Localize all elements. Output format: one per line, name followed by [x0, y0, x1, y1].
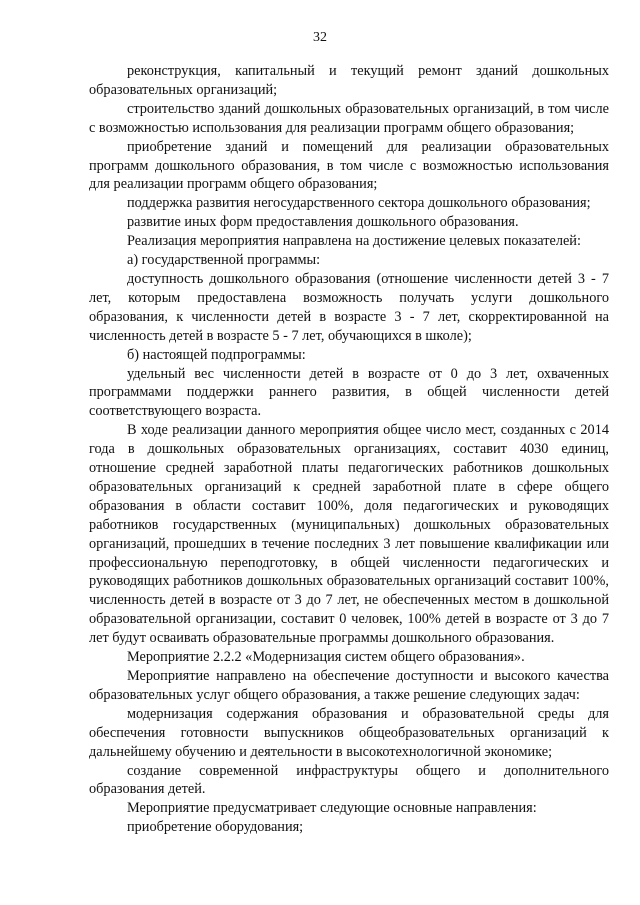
paragraph: Мероприятие предусматривает следующие основные направления: — [127, 800, 537, 817]
paragraph: В ходе реализации данного мероприятия общее число мест, созданных с 2014 года в дошкольных образовательных организациях, составит 4030 единиц, отношение средней заработной платы педагогических работников дошкольных образовательных организаций к средней заработной плате в сфере общего образования в области составит 100%, доля педагогических и руководящих работников государственных (муниципальных) дошкольных образовательных организаций, прошедших в течение последних 3 лет повышение квалификации или профессиональную переподготовку, в общей численности педагогических и руководящих работников дошкольных образовательных организаций составит 100%, численность детей в возрасте от 3 до 7 лет, не обеспеченных местом в дошкольной образовательной организации, составит 0 человек, 100% детей в возрасте от 3 до 7 лет будут осваивать образовательные программы дошкольного образования. — [89, 422, 609, 647]
paragraph: Мероприятие 2.2.2 «Модернизация систем общего образования». — [127, 649, 525, 666]
paragraph: реконструкция, капитальный и текущий ремонт зданий дошкольных образовательных организаций; — [89, 63, 609, 98]
paragraph: б) настоящей подпрограммы: — [127, 346, 306, 363]
paragraph: удельный вес численности детей в возрасте от 0 до 3 лет, охваченных программами поддержки раннего развития, в общей численности детей соответствующего возраста. — [89, 365, 609, 420]
paragraph: строительство зданий дошкольных образовательных организаций, в том числе с возможностью использования для реализации программ общего образования; — [89, 100, 609, 136]
paragraph: приобретение зданий и помещений для реализации образовательных программ дошкольного образования, в том числе с возможностью использования для реализации программ общего образования; — [89, 138, 609, 193]
document-body — [89, 62, 609, 837]
paragraph: развитие иных форм предоставления дошкольного образования. — [127, 214, 519, 231]
paragraph: модернизация содержания образования и образовательной среды для обеспечения готовности выпускников общеобразовательных организаций к дальнейшему обучению и деятельности в высокотехнологичной экономике; — [89, 705, 609, 760]
paragraph: а) государственной программы: — [127, 252, 321, 269]
paragraph: Мероприятие направлено на обеспечение доступности и высокого качества образовательных услуг общего образования, а также решение следующих задач: — [89, 668, 609, 703]
page-number: 32 — [313, 30, 327, 45]
paragraph: поддержка развития негосударственного сектора дошкольного образования; — [127, 195, 591, 212]
paragraph: создание современной инфраструктуры общего и дополнительного образования детей. — [89, 762, 609, 798]
paragraph: доступность дошкольного образования (отношение численности детей 3 - 7 лет, которым предоставлена возможность получать услуги дошкольного образования, к численности детей в возрасте 3 - 7 лет, скорректированной на численность детей в возрасте 5 - 7 лет, обучающихся в школе); — [89, 270, 609, 344]
paragraph: приобретение оборудования; — [127, 819, 304, 836]
paragraph: Реализация мероприятия направлена на достижение целевых показателей: — [127, 233, 581, 250]
